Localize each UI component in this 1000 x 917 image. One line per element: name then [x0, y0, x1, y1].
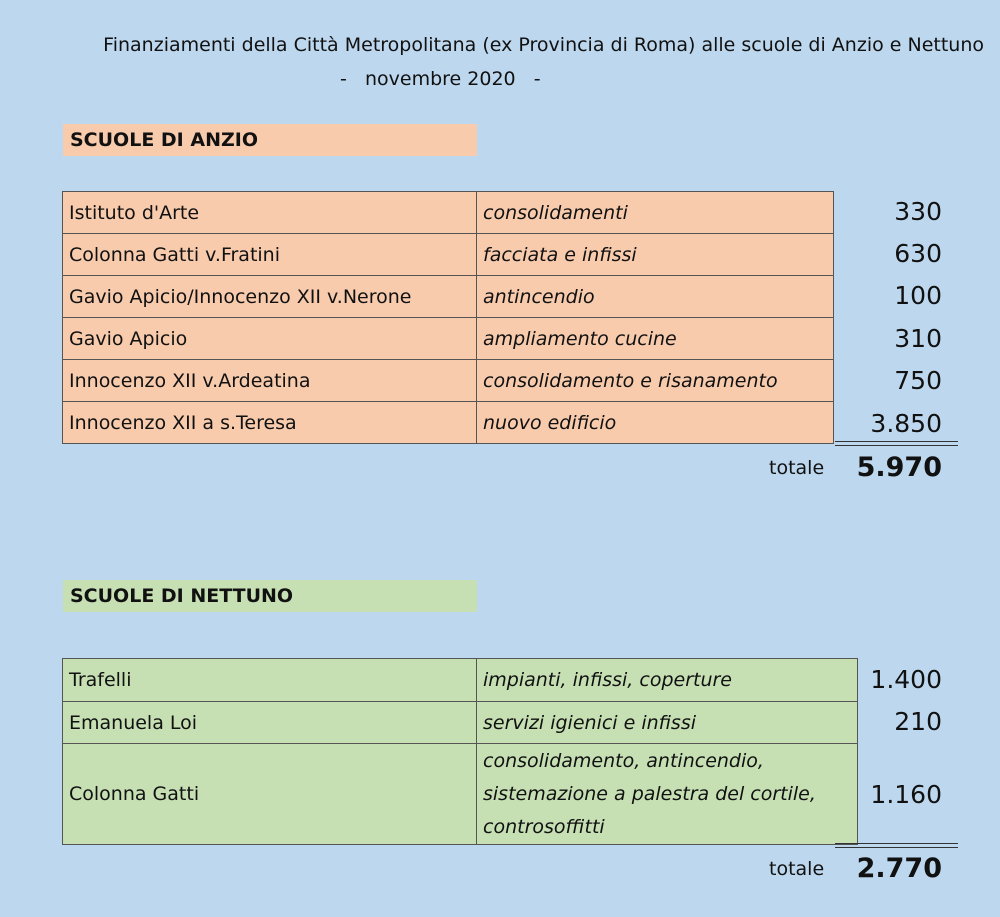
table-row	[63, 276, 834, 318]
school-name: Innocenzo XII v.Ardeatina	[63, 360, 477, 402]
work-description: consolidamento, antincendio, sistemazione a palestra del cortile, controsoffitti	[477, 744, 858, 845]
amount-value: 1.160	[870, 780, 942, 809]
amount-value: 100	[894, 281, 942, 310]
amount-value: 210	[894, 707, 942, 736]
table-row	[63, 744, 858, 845]
table-row	[63, 360, 834, 402]
work-description: consolidamenti	[477, 192, 834, 234]
amount-value: 630	[894, 239, 942, 268]
school-name: Colonna Gatti v.Fratini	[63, 234, 477, 276]
school-name: Colonna Gatti	[63, 744, 477, 845]
total-value: 2.770	[856, 853, 942, 884]
school-name: Trafelli	[63, 659, 477, 702]
school-name: Emanuela Loi	[63, 702, 477, 744]
total-label: totale	[769, 858, 825, 880]
work-description: antincendio	[477, 276, 834, 318]
amount-value: 310	[894, 324, 942, 353]
nettuno-heading: SCUOLE DI NETTUNO	[63, 580, 477, 612]
table-row	[63, 318, 834, 360]
amount-value: 750	[894, 366, 942, 395]
double-underline	[835, 843, 958, 848]
work-description: impianti, infissi, coperture	[477, 659, 858, 702]
work-description: consolidamento e risanamento	[477, 360, 834, 402]
page-title: Finanziamenti della Città Metropolitana (ex Provincia di Roma) alle scuole di Anzio e Nettuno	[103, 34, 984, 56]
table-row	[63, 702, 858, 744]
work-description: ampliamento cucine	[477, 318, 834, 360]
anzio-heading: SCUOLE DI ANZIO	[63, 124, 477, 156]
table-row	[63, 234, 834, 276]
work-description: nuovo edificio	[477, 402, 834, 444]
table-row	[63, 192, 834, 234]
school-name: Innocenzo XII a s.Teresa	[63, 402, 477, 444]
work-description: facciata e infissi	[477, 234, 834, 276]
total-label: totale	[769, 457, 825, 479]
table-row	[63, 402, 834, 444]
table-row	[63, 659, 858, 702]
school-name: Gavio Apicio	[63, 318, 477, 360]
anzio-table	[62, 191, 834, 444]
amount-value: 330	[894, 197, 942, 226]
double-underline	[835, 441, 958, 446]
nettuno-table	[62, 658, 858, 845]
school-name: Gavio Apicio/Innocenzo XII v.Nerone	[63, 276, 477, 318]
amount-value: 1.400	[870, 665, 942, 694]
total-value: 5.970	[856, 452, 942, 483]
school-name: Istituto d'Arte	[63, 192, 477, 234]
work-description: servizi igienici e infissi	[477, 702, 858, 744]
amount-value: 3.850	[870, 409, 942, 438]
page-subtitle: - novembre 2020 -	[340, 68, 541, 90]
